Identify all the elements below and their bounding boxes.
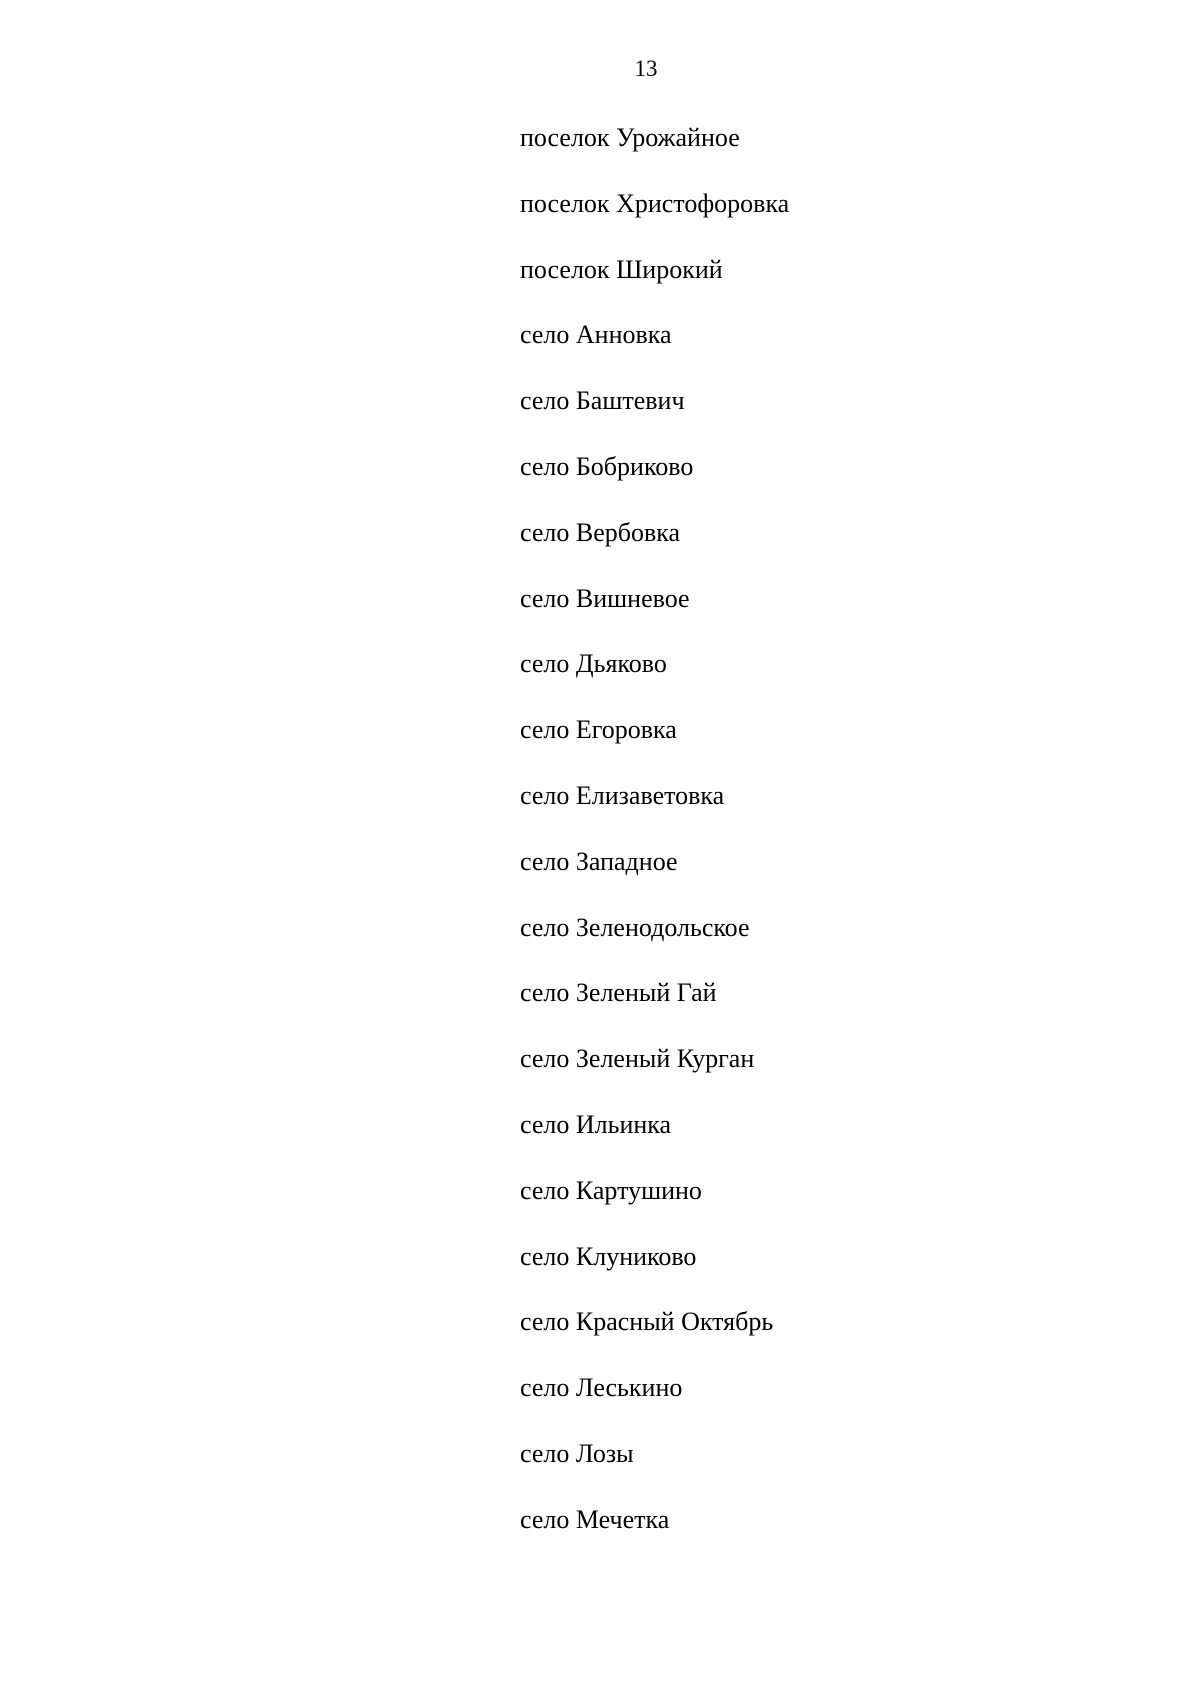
list-item: село Егоровка	[520, 715, 677, 745]
list-item: село Бобриково	[520, 451, 694, 481]
list-item: село Вишневое	[520, 583, 690, 613]
list-item: село Ильинка	[520, 1109, 672, 1139]
list-item: поселок Урожайное	[520, 123, 740, 152]
list-item: село Картушино	[520, 1175, 702, 1205]
settlement-list	[520, 120, 789, 1568]
list-item: село Баштевич	[520, 386, 685, 416]
list-item: село Лозы	[520, 1438, 634, 1468]
list-item: село Зеленодольское	[520, 912, 750, 942]
list-item: поселок Широкий	[520, 254, 723, 284]
list-item: село Зеленый Курган	[520, 1044, 755, 1074]
list-item: село Зеленый Гай	[520, 978, 717, 1008]
list-item: село Клуниково	[520, 1241, 697, 1271]
list-item: село Мечетка	[520, 1504, 670, 1534]
list-item: село Елизаветовка	[520, 780, 725, 810]
list-item: поселок Христофоровка	[520, 188, 790, 218]
list-item: село Дьяково	[520, 649, 667, 679]
list-item: село Анновка	[520, 320, 672, 350]
list-item: село Красный Октябрь	[520, 1307, 774, 1337]
list-item: село Леськино	[520, 1373, 683, 1403]
page-number: 13	[634, 56, 658, 81]
list-item: село Западное	[520, 846, 678, 876]
list-item: село Вербовка	[520, 517, 681, 547]
